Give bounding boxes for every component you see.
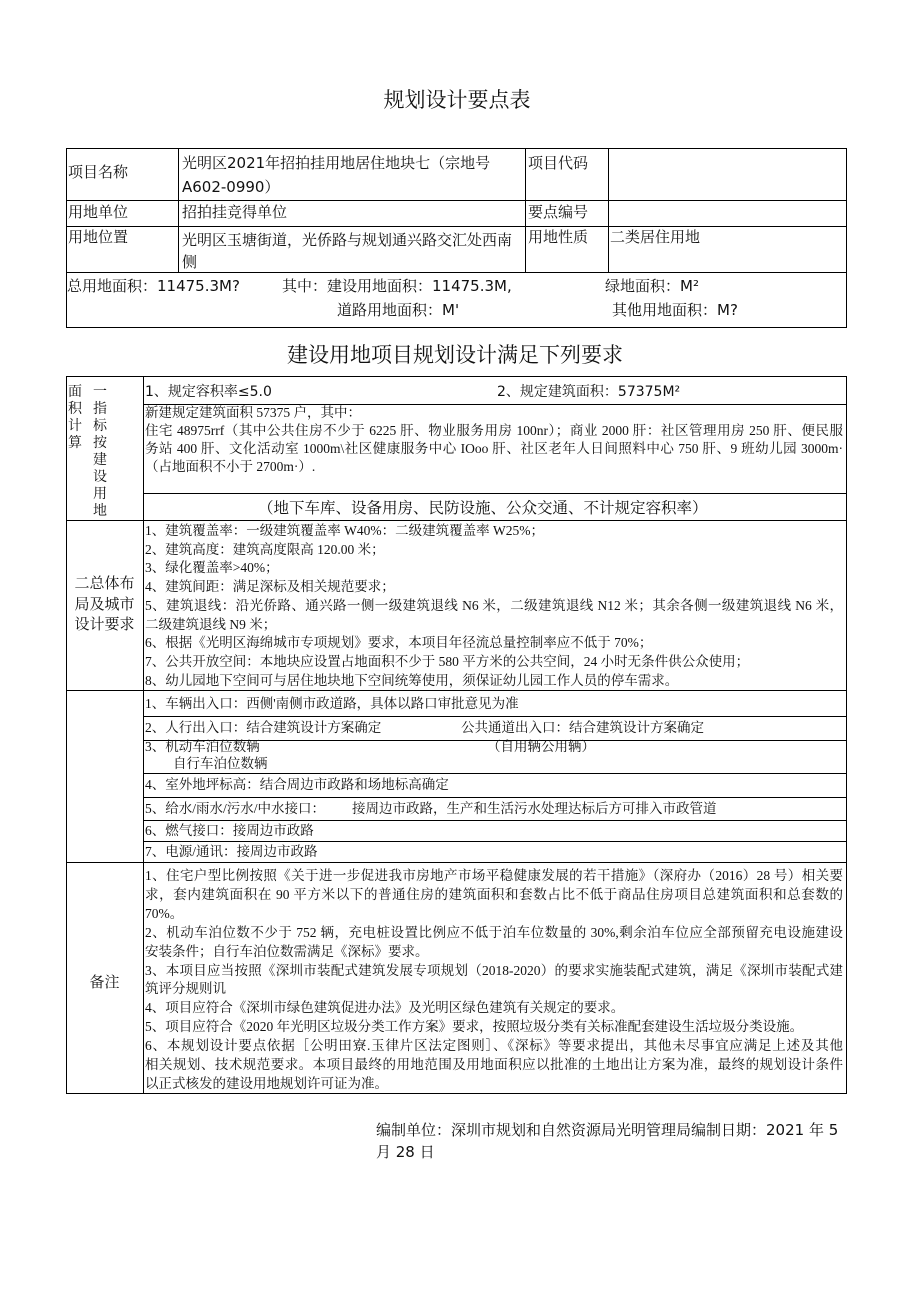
remark-line: 求，套内建筑面积在 90 平方米以下的普通住房的建筑面积和套数占比不低于商品住房项目总建筑面积和总套数的 xyxy=(145,887,843,902)
other-area: 其他用地面积：M? xyxy=(612,301,738,319)
layout-label: 局及城市 xyxy=(74,595,135,613)
land-use-value: 二类居住用地 xyxy=(610,228,701,246)
location-label: 用地位置 xyxy=(68,228,129,246)
grid-line xyxy=(66,690,847,691)
project-name-label: 项目名称 xyxy=(68,163,129,181)
compiler-date-continued: 月 28 日 xyxy=(376,1143,435,1161)
remark-line: 相关规划、技术规范要求。本项目最终的用地范围及用地面积应以批准的土地出让方案为准，最终的规划设计条件 xyxy=(145,1057,843,1072)
grid-line xyxy=(143,841,847,842)
green-area: 绿地面积：M² xyxy=(605,277,699,295)
requirements-title: 建设用地项目规划设计满足下列要求 xyxy=(287,343,623,367)
land-unit-value: 招拍挂竞得单位 xyxy=(182,203,288,221)
remark-line: 2、机动车泊位数不少于 752 辆，充电桩设置比例应不低于泊车位数量的 30%,剩余泊车位应全部预留充电设施建设 xyxy=(145,925,843,940)
layout-label: 二总体布 xyxy=(74,574,135,592)
remark-line: 70%。 xyxy=(145,906,184,921)
area-calc-label: 面积计算 xyxy=(68,384,82,451)
project-name-value: A602-0990） xyxy=(182,178,280,196)
land-use-label: 用地性质 xyxy=(528,228,589,246)
location-value: 光明区玉塘街道，光侨路与规划通兴路交汇处西南 xyxy=(182,231,513,249)
power-interface: 7、电源/通讯：接周边市政路 xyxy=(145,844,318,859)
layout-item: 二级建筑退线 N9 米； xyxy=(145,617,277,632)
land-unit-label: 用地单位 xyxy=(68,203,129,221)
grid-line xyxy=(143,773,847,774)
grid-line xyxy=(143,797,847,798)
point-number-label: 要点编号 xyxy=(528,203,589,221)
area-breakdown-line: 住宅 48975rrf（其中公共住房不少于 6225 肝、物业服务用房 100nr）；商业 2000 肝：社区管理用房 250 肝、便民服 xyxy=(145,423,843,438)
layout-item: 8、幼儿园地下空间可与居住地块地下空间统筹使用，须保证幼儿园工作人员的停车需求。 xyxy=(145,673,679,688)
gross-floor-area: 2、规定建筑面积：57375M² xyxy=(497,384,681,400)
gas-interface: 6、燃气接口：接周边市政路 xyxy=(145,823,314,838)
car-parking-note: （自用辆公用辆） xyxy=(487,739,595,754)
water-interface-value: 接周边市政路，生产和生活污水处理达标后方可排入市政管道 xyxy=(352,801,717,816)
grid-line xyxy=(143,376,144,1093)
grid-line xyxy=(66,200,847,201)
page-title: 规划设计要点表 xyxy=(383,88,531,112)
grid-line xyxy=(608,148,609,272)
layout-item: 5、建筑退线：沿光侨路、通兴路一侧一级建筑退线 N6 米，二级建筑退线 N12 米；其余各侧一级建筑退线 N6 米， xyxy=(145,598,843,613)
floor-area-ratio: 1、规定容积率≤5.0 xyxy=(145,384,272,400)
layout-item: 2、建筑高度：建筑高度限高 120.00 米； xyxy=(145,542,385,557)
area-calc-sublabel: 一指标按建设用地 xyxy=(93,384,107,519)
remark-line: 6、本规划设计要点依据［公明田寮.玉律片区法定图则］、《深标》等要求提出，其他未尽事宜应满足上述及其他 xyxy=(145,1038,843,1053)
grid-line xyxy=(525,148,526,272)
remark-line: 1、住宅户型比例按照《关于进一步促进我市房地产市场平稳健康发展的若干措施》（深府办（2016）28 号）相关要 xyxy=(145,868,843,883)
layout-item: 6、根据《光明区海绵城市专项规划》要求，本项目年径流总量控制率应不低于 70%； xyxy=(145,635,653,650)
grid-line xyxy=(143,716,847,717)
compiler-and-date: 编制单位：深圳市规划和自然资源局光明管理局编制日期：2021 年 5 xyxy=(376,1121,839,1139)
ground-level: 4、室外地坪标高：结合周边市政路和场地标高确定 xyxy=(145,777,449,792)
grid-line xyxy=(66,520,847,521)
area-breakdown-line: 新建规定建筑面积 57375 户，其中： xyxy=(145,405,361,420)
remarks-label: 备注 xyxy=(89,973,120,991)
grid-line xyxy=(178,148,179,272)
location-value: 侧 xyxy=(182,253,198,271)
construction-area: 其中：建设用地面积：11475.3M, xyxy=(282,277,512,295)
project-name-value: 光明区2021年招拍挂用地居住地块七（宗地号 xyxy=(182,154,491,172)
total-area: 总用地面积：11475.3M? xyxy=(67,277,240,295)
area-breakdown-line: 务站 400 肝、文化活动室 1000m\社区健康服务中心 IOoo 肝、社区老年人日间照料中心 750 肝、9 班幼儿园 3000m· xyxy=(145,441,843,456)
project-code-label: 项目代码 xyxy=(528,154,589,172)
remark-line: 5、项目应符合《2020 年光明区垃圾分类工作方案》要求，按照垃圾分类有关标准配套建设生活垃圾分类设施。 xyxy=(145,1019,804,1034)
remark-line: 3、本项目应当按照《深圳市装配式建筑发展专项规划（2018-2020）的要求实施装配式建筑，满足《深圳市装配式建 xyxy=(145,963,843,978)
layout-item: 3、绿化覆盖率>40%； xyxy=(145,560,279,575)
remark-line: 4、项目应符合《深圳市绿色建筑促进办法》及光明区绿色建筑有关规定的要求。 xyxy=(145,1000,625,1015)
layout-item: 1、建筑覆盖率：一级建筑覆盖率 W40%：二级建筑覆盖率 W25%； xyxy=(145,523,544,538)
grid-line xyxy=(143,820,847,821)
remark-line: 以正式核发的建设用地规划许可证为准。 xyxy=(145,1076,388,1091)
remark-line: 筑评分规则讥 xyxy=(145,981,226,996)
public-passage: 公共通道出入口：结合建筑设计方案确定 xyxy=(461,720,704,735)
far-exclusion-note: （地下车库、设备用房、民防设施、公众交通、不计规定容积率） xyxy=(258,499,708,517)
remark-line: 安装条件；自行车泊位数需满足《深标》要求。 xyxy=(145,944,429,959)
vehicle-access: 1、车辆出入口：西侧'南侧市政道路，具体以路口审批意见为准 xyxy=(145,696,519,711)
layout-item: 4、建筑间距：满足深标及相关规范要求； xyxy=(145,579,395,594)
layout-item: 7、公共开放空间：本地块应设置占地面积不少于 580 平方米的公共空间，24 小时无条件供公众使用； xyxy=(145,654,750,669)
car-parking: 3、机动车泊位数辆 xyxy=(145,739,260,754)
bike-parking: 自行车泊位数辆 xyxy=(173,756,268,771)
water-interface-label: 5、给水/雨水/污水/中水接口： xyxy=(145,801,326,816)
grid-line xyxy=(66,226,847,227)
grid-line xyxy=(66,862,847,863)
layout-label: 设计要求 xyxy=(74,615,135,633)
grid-line xyxy=(143,493,847,494)
pedestrian-access: 2、人行出入口：结合建筑设计方案确定 xyxy=(145,720,382,735)
road-area: 道路用地面积：M' xyxy=(337,301,460,319)
grid-line xyxy=(66,272,847,273)
area-breakdown-line: （占地面积不小于 2700m·）. xyxy=(145,459,316,474)
